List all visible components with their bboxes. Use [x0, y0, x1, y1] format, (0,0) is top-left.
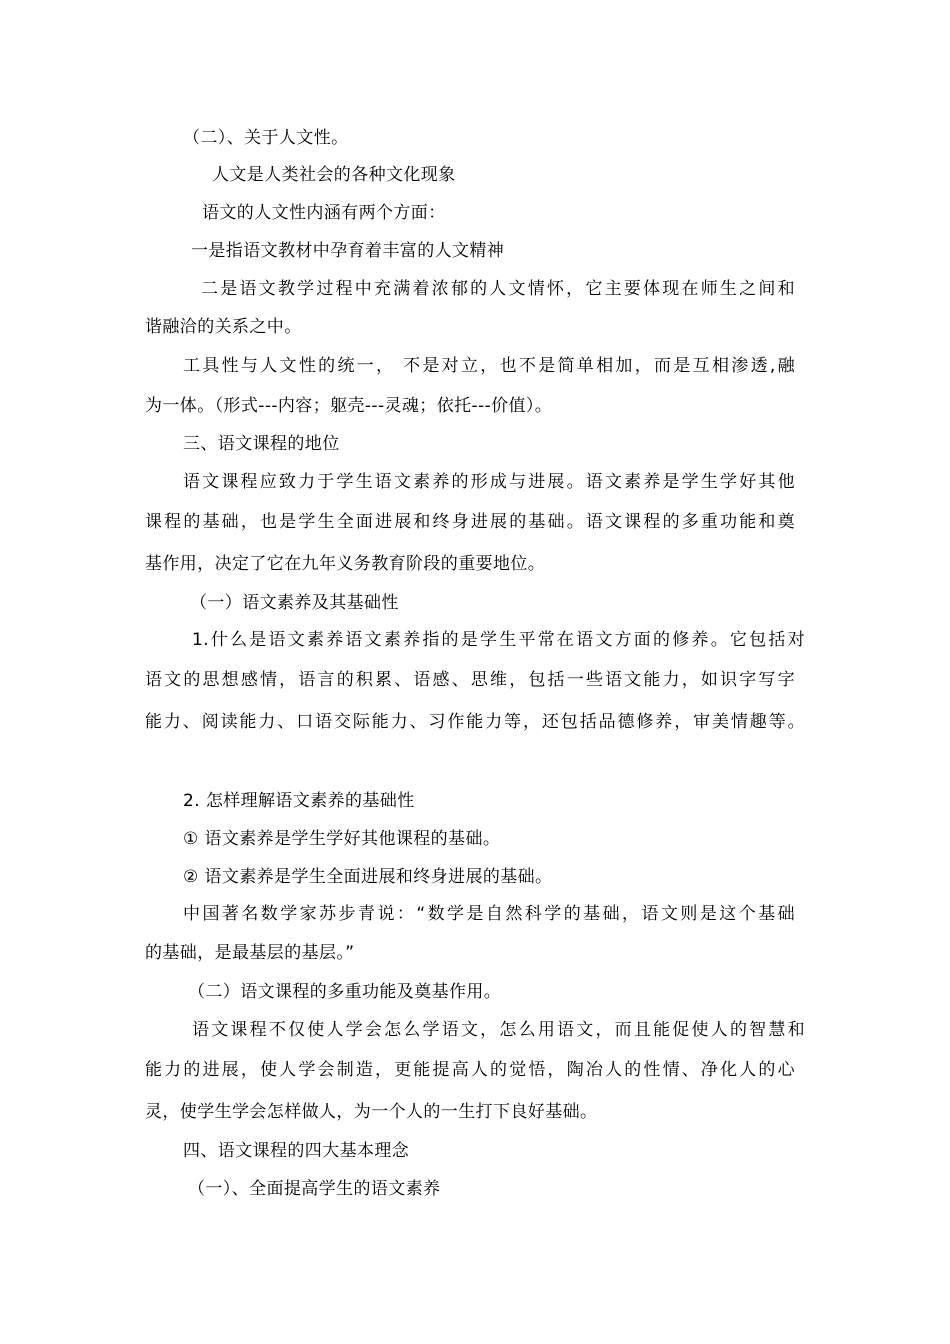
list-item: ① 语文素养是学生学好其他课程的基础。 — [183, 829, 501, 849]
subheading-functions: （二）语文课程的多重功能及奠基作用。 — [188, 982, 502, 1002]
paragraph-line: 谐融洽的关系之中。 — [145, 317, 302, 337]
paragraph-line: 语文的思想感情，语言的积累、语感、思维，包括一些语文能力，如识字写字 — [145, 670, 795, 690]
paragraph-line: 语文课程应致力于学生语文素养的形成与进展。语文素养是学生学好其他 — [183, 472, 795, 492]
paragraph-line: 灵，使学生学会怎样做人，为一个人的一生打下良好基础。 — [145, 1102, 598, 1122]
section-heading-concepts: 四、语文课程的四大基本理念 — [183, 1141, 410, 1161]
paragraph-line: 课程的基础，也是学生全面进展和终身进展的基础。语文课程的多重功能和奠 — [145, 512, 795, 532]
quote-line: 中国著名数学家苏步青说：“数学是自然科学的基础，语文则是这个基础 — [183, 904, 795, 924]
section-heading-status: 三、语文课程的地位 — [183, 434, 340, 454]
subheading-understanding: 2. 怎样理解语文素养的基础性 — [183, 791, 415, 811]
paragraph-line: 为一体。（形式---内容；躯壳---灵魂；依托---价值）。 — [145, 396, 553, 416]
paragraph-line: 二是语文教学过程中充满着浓郁的人文情怀，它主要体现在师生之间和 — [201, 279, 795, 299]
paragraph-line: 一是指语文教材中孕育着丰富的人文精神 — [191, 241, 505, 261]
paragraph-line: 能力的进展，使人学会制造，更能提高人的觉悟，陶冶人的性情、净化人的心 — [145, 1060, 795, 1080]
subheading-improve: （一）、全面提高学生的语文素养 — [188, 1179, 441, 1199]
list-item: ② 语文素养是学生全面进展和终身进展的基础。 — [183, 867, 553, 887]
paragraph-line: 语文的人文性内涵有两个方面： — [202, 203, 446, 223]
heading-humanism: （二）、关于人文性。 — [183, 128, 349, 148]
paragraph-line: 人文是人类社会的各种文化现象 — [212, 165, 456, 185]
paragraph-line: 基作用，决定了它在九年义务教育阶段的重要地位。 — [145, 554, 546, 574]
paragraph-line: 语文课程不仅使人学会怎么学语文，怎么用语文，而且能促使人的智慧和 — [192, 1020, 805, 1040]
paragraph-line: 工具性与人文性的统一， 不是对立，也不是简单相加，而是互相渗透,融 — [183, 356, 795, 376]
subheading-literacy: （一）语文素养及其基础性 — [190, 593, 399, 613]
paragraph-line: 1.什么是语文素养语文素养指的是学生平常在语文方面的修养。它包括对 — [192, 630, 805, 650]
quote-line: 的基础，是最基层的基层。” — [145, 943, 355, 963]
paragraph-line: 能力、阅读能力、口语交际能力、习作能力等，还包括品德修养，审美情趣等。 — [145, 712, 805, 732]
